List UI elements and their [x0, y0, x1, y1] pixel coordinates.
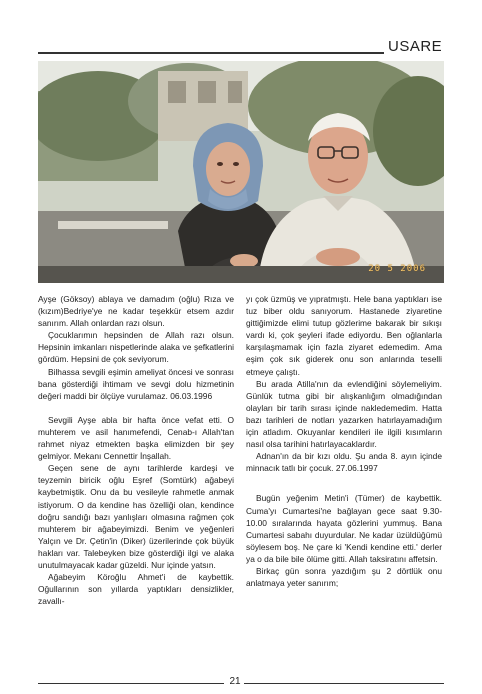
paragraph: Bugün yeğenim Metin'i (Tümer) de kaybettik. Cuma'yı Cumartesi'ne bağlayan gece saat 9.30-10.00 sıralarında hayata gözlerini yummuş. Bana Cumartesi sabahı duyurdular. Ne kadar üzüldüğümü söylesem boş. Ne çare ki 'Kendi kendine etti.' derler ya o da bile bile ölüme gitti. Allah taksiratını affetsin.	[246, 493, 442, 564]
paragraph: Adnan'ın da bir kızı oldu. Şu anda 8. ayın içinde minnacık tatlı bir çocuk. 27.06.1997	[246, 451, 442, 474]
paragraph: Bilhassa sevgili eşimin ameliyat öncesi ve sonrası bana gösterdiği ihtimam ve sevgi dolu hizmetinin değeri maddi bir ölçüye vurulamaz. 06.03.1996	[38, 366, 234, 401]
page-number: 21	[229, 676, 241, 687]
paragraph: Geçen sene de aynı tarihlerde kardeşi ve teyzemin biricik oğlu Eşref (Somtürk) ağabeyi kaybetmiştik. Onu da bu vesileyle rahmetle anmak istiyorum. O da kendine has özelliği olan, kendince doğru sandığı bazı yanlışları olmasına rağmen çok muhterem bir ağabeyimizdi. Benim ve yeğenleri Yalçın ve Dr. Çetin'in (Diker) üzerilerinde çok büyük hakları var. Talebeyken bize gösterdiği ilgi ve alaka unutulmayacak kadar güzeldi. Nur içinde yatsın.	[38, 463, 234, 570]
paragraph: Bu arada Atilla'nın da evlendiğini söylemeliyim. Günlük tutma gibi bir alışkanlığım olmadığından olayları bir tarih sırası içinde nakledemedim. Hatta bazı tarihleri de notları yazarken hatırlayamadığım için atladım. Okuyanlar kendileri ile ilgili kısımların nasıl olsa tarihini hatırlayacaklardır.	[246, 378, 442, 450]
paragraph: Ağabeyim Köroğlu Ahmet'i de kaybettik. Oğullarının son yıllarda yaptıkları densizlikler, zavallı-	[38, 572, 234, 607]
paragraph: Birkaç gün sonra yazdığım şu 2 dörtlük onu anlatmaya yeter sanırım;	[246, 565, 442, 589]
paragraph: Ayşe (Göksoy) ablaya ve damadım (oğlu) Rıza ve (kızım)Bedriye'ye ne kadar teşekkür etsem azdır sanırım. Allah onlardan razı olsun.	[38, 294, 234, 329]
paragraph: yı çok üzmüş ve yıpratmıştı. Hele bana yaptıkları ise tuz biber oldu sanıyorum. Hastanede ziyaretine gittiğimizde elimi tutup gözlerime bakarak bir sıkışı vardı ki, çok şeyleri ifade ediyordu. Ben oğlanlarla karşılaşmamak için fazla ziyaret edemedim. Ama eşim çok sık giderek onu son anlarında teselli etmeye çalıştı.	[246, 294, 442, 377]
footer-rule-left	[38, 683, 224, 684]
photo-date-stamp: 20 5 2006	[368, 264, 426, 274]
right-text-column	[246, 293, 442, 589]
left-text-column	[38, 293, 234, 607]
portrait-photo	[38, 61, 444, 283]
paragraph: Çocuklarımın hepsinden de Allah razı olsun. Hepsinin imkanları nispetlerinde alaka ve şefkatlerini gördüm. Hepsini de çok seviyorum.	[38, 330, 234, 365]
header-rule	[38, 52, 384, 54]
paragraph: Sevgili Ayşe abla bir hafta önce vefat etti. O muhterem ve asil hanımefendi, Cenab-ı Allah'tan rahmet niyaz etmekten başka elimizden bir şey gelmiyor. Mekanı Cennettir İnşallah.	[38, 414, 234, 462]
portrait-photo-illustration	[38, 61, 444, 283]
footer-rule-right	[244, 683, 444, 684]
running-header-title: USARE	[388, 38, 443, 55]
